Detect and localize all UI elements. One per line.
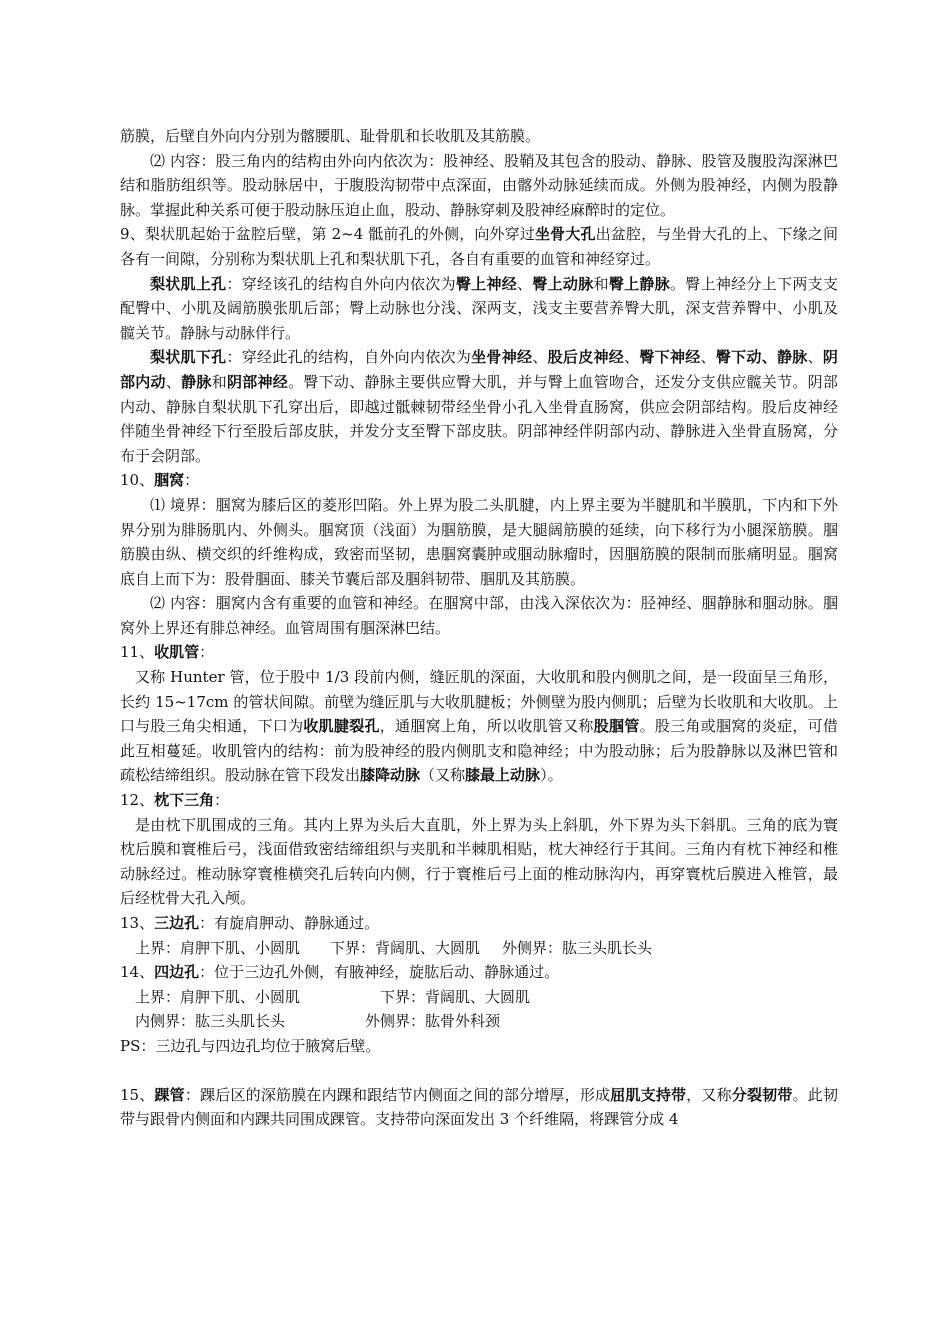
heading-quadrangular-space xyxy=(120,960,838,985)
bold-term: 收肌腱裂孔 xyxy=(303,717,380,736)
bold-term: 梨状肌下孔 xyxy=(150,348,227,367)
bold-term: 坐骨大孔 xyxy=(534,225,596,244)
quadrangular-space-boundaries-2 xyxy=(120,1009,838,1034)
text: 13、 xyxy=(120,914,155,932)
heading-popliteal-fossa xyxy=(120,468,838,493)
paragraph-infrapiriform-foramen xyxy=(120,345,838,468)
text: 、 xyxy=(624,348,640,367)
text: ）。 xyxy=(540,766,563,785)
bold-term: 四边孔 xyxy=(154,963,200,982)
bold-term: 梨状肌上孔 xyxy=(150,274,227,293)
text: ，通腘窝上角，所以收肌管又称 xyxy=(379,717,594,736)
text: 。臀上神经分上下两支支配臀中、小肌及阔筋膜张肌后部；臀上动脉也分浅、深两支，浅支主要营养臀大肌，深支营养臀中、小肌及髋关节。静脉与动脉伴行。 xyxy=(120,274,838,342)
text: ：踝后区的深筋膜在内踝和跟结节内侧面之间的部分增厚，形成 xyxy=(184,1085,611,1104)
paragraph-popliteal-boundaries: ⑴ 境界：腘窝为膝后区的菱形凹陷。外上界为股二头肌腱，内上界主要为半腱肌和半膜肌，下内和下外界分别为腓肠肌内、外侧头。腘窝顶（浅面）为腘筋膜，是大腿阔筋膜的延续，向下移行为小腿深筋膜。腘筋膜由纵、横交织的纤维构成，致密而坚韧，患腘窝囊肿或腘动脉瘤时，因腘筋膜的限制而胀痛明显。腘窝底自上而下为：股骨腘面、膝关节囊后部及腘斜韧带、腘肌及其筋膜。 xyxy=(120,495,838,588)
text: 。此韧带与跟骨内侧面和内踝共同围成踝管。支持带向深面发出 3 个纤维隔，将踝管分成 4 xyxy=(120,1085,838,1129)
document-page xyxy=(120,124,838,1132)
bold-term: 静脉 xyxy=(181,372,212,391)
heading-suboccipital-triangle xyxy=(120,788,838,813)
bold-term: 阴部内动 xyxy=(120,348,838,391)
lower-boundary: 下界：背阔肌、大圆肌 xyxy=(380,987,531,1006)
bold-term: 屈肌支持带 xyxy=(610,1085,687,1104)
text: 10、 xyxy=(120,471,155,490)
bold-term: 股腘管 xyxy=(593,717,640,736)
text: 又称 Hunter 管，位于股中 1/3 段前内侧，缝匠肌的深面，大收肌和股内侧肌之间，是一段面呈三角形，长约 15~17cm 的管状间隙。前壁为缝匠肌与大收肌腱板；外侧壁为股内侧肌；后壁为长收肌和大收肌。上口与股三角尖相通，下口为 xyxy=(120,668,838,736)
text: ：位于三边孔外侧，有腋神经，旋肱后动、静脉通过。 xyxy=(199,963,560,982)
text: 和 xyxy=(211,372,227,391)
text: ：有旋肩胛动、静脉通过。 xyxy=(199,914,380,932)
bold-term: 踝管 xyxy=(154,1085,185,1104)
bold-term: 臀上神经 xyxy=(455,274,518,293)
text: 出盆腔，与坐骨大孔的上、下缘之间各有一间隙，分别称为梨状肌上孔和梨状肌下孔，各自有重要的血管和神经穿过。 xyxy=(120,225,838,268)
text: ： xyxy=(184,471,200,490)
bold-term: 臀上动脉 xyxy=(532,274,594,293)
bold-term: 坐骨神经 xyxy=(471,348,533,367)
paragraph-popliteal-contents: ⑵ 内容：腘窝内含有重要的血管和神经。在腘窝中部，由浅入深依次为：胫神经、腘静脉和腘动脉。腘窝外上界还有腓总神经。血管周围有腘深淋巴结。 xyxy=(120,594,838,637)
bold-term: 膝降动脉 xyxy=(360,766,421,785)
text: （又称 xyxy=(420,766,466,785)
medial-boundary: 内侧界：肱三头肌长头 xyxy=(135,1012,286,1031)
text: 、 xyxy=(517,274,533,293)
text: 14、 xyxy=(120,963,155,982)
lateral-boundary: 外侧界：肱三头肌长头 xyxy=(502,938,653,957)
quadrangular-space-boundaries-1 xyxy=(120,985,838,1010)
paragraph-suboccipital-triangle: 是由枕下肌围成的三角。其内上界为头后大直肌，外上界为头上斜肌，外下界为头下斜肌。三角的底为寰枕后膜和寰椎后弓，浅面借致密结缔组织与夹肌和半棘肌相贴，枕大神经行于其间。三角内有枕下神经和椎动脉经过。椎动脉穿寰椎横突孔后转向内侧，行于寰椎后弓上面的椎动脉沟内，再穿寰枕后膜进入椎管，最后经枕骨大孔入颅。 xyxy=(120,815,838,908)
paragraph-femoral-triangle-contents: ⑵ 内容：股三角内的结构由外向内依次为：股神经、股鞘及其包含的股动、静脉、股管及腹股沟深淋巴结和脂肪组织等。股动脉居中，于腹股沟韧带中点深面，由髂外动脉延续而成。外侧为股神经，内侧为股静脉。掌握此种关系可便于股动脉压迫止血，股动、静脉穿刺及股神经麻醉时的定位。 xyxy=(120,151,838,219)
heading-triangular-space xyxy=(120,911,838,936)
bold-term: 三边孔 xyxy=(154,914,200,932)
text: 、 xyxy=(807,348,823,367)
bold-term: 臀上静脉 xyxy=(608,274,670,293)
text: ，又称 xyxy=(686,1085,732,1104)
upper-boundary: 上界：肩胛下肌、小圆肌 xyxy=(135,938,301,957)
triangular-space-boundaries xyxy=(120,936,838,961)
bold-term: 收肌管 xyxy=(154,643,200,662)
paragraph-femoral-triangle-walls: 筋膜，后壁自外向内分别为髂腰肌、耻骨肌和长收肌及其筋膜。 xyxy=(120,127,541,145)
upper-boundary: 上界：肩胛下肌、小圆肌 xyxy=(135,987,301,1006)
bold-term: 腘窝 xyxy=(154,471,185,490)
bold-term: 股后皮神经 xyxy=(547,348,625,367)
bold-term: 枕下三角 xyxy=(154,791,215,810)
blank-line xyxy=(120,1059,838,1083)
lateral-boundary: 外侧界：肱骨外科颈 xyxy=(365,1012,501,1031)
text: 11、 xyxy=(120,643,155,662)
lower-boundary: 下界：背阔肌、大圆肌 xyxy=(330,938,481,957)
text: 和 xyxy=(593,274,609,293)
text: 15、 xyxy=(120,1085,155,1104)
text: ：穿经该孔的结构自外向内依次为 xyxy=(226,274,456,293)
bold-term: 膝最上动脉 xyxy=(465,766,541,785)
text: 12、 xyxy=(120,791,155,810)
text: ： xyxy=(199,643,215,662)
text: 、 xyxy=(165,372,182,391)
paragraph-piriformis xyxy=(120,222,838,271)
paragraph-ps-note: PS：三边孔与四边孔均位于腋窝后壁。 xyxy=(120,1036,381,1055)
text: ： xyxy=(214,791,230,810)
text: 、 xyxy=(700,348,716,367)
bold-term: 分裂韧带 xyxy=(731,1085,793,1104)
text: 、 xyxy=(532,348,548,367)
bold-term: 臀下动、静脉 xyxy=(715,348,808,367)
text: 。股三角或腘窝的炎症，可借此互相蔓延。收肌管内的结构：前为股神经的股内侧肌支和隐神经；中为股动脉；后为股静脉以及淋巴管和疏松结缔组织。股动脉在管下段发出 xyxy=(120,717,838,785)
text: ：穿经此孔的结构，自外向内依次为 xyxy=(226,348,472,367)
bold-term: 阴部神经 xyxy=(226,372,289,391)
bold-term: 臀下神经 xyxy=(639,348,701,367)
text: 。臀下动、静脉主要供应臀大肌，并与臀上血管吻合，还发分支供应髋关节。阴部内动、静脉自梨状肌下孔穿出后，即越过骶棘韧带经坐骨小孔入坐骨直肠窝，供应会阴部结构。股后皮神经伴随坐骨神经下行至股后部皮肤，并发分支至臀下部皮肤。阴部神经伴阴部内动、静脉进入坐骨直肠窝，分布于会阴部。 xyxy=(120,372,838,465)
heading-adductor-canal xyxy=(120,640,838,665)
paragraph-adductor-canal xyxy=(120,665,838,788)
paragraph-tarsal-tunnel xyxy=(120,1083,838,1132)
text: 9、梨状肌起始于盆腔后壁，第 2~4 骶前孔的外侧，向外穿过 xyxy=(120,225,535,244)
paragraph-suprapiriform-foramen xyxy=(120,272,838,346)
